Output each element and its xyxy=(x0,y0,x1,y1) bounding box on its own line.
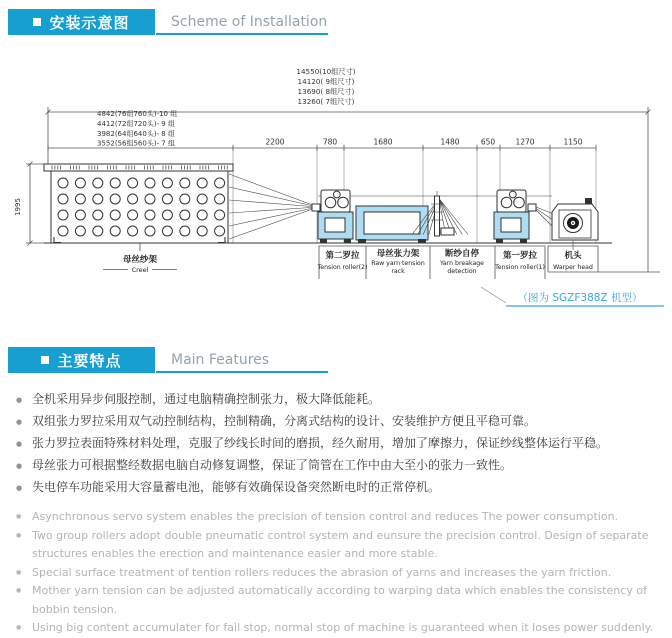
svg-text:机头: 机头 xyxy=(564,251,582,261)
features-title-zh: 主要特点 xyxy=(57,351,122,370)
raw-yarn-tension-rack xyxy=(356,206,428,243)
warper-head xyxy=(552,198,598,250)
feature-item-en: ● Using big content accumulater for fail stop, normal stop of machine is guaranteed when it loses power suddenly. xyxy=(14,619,664,638)
svg-text:780: 780 xyxy=(322,137,338,147)
model-note xyxy=(481,287,664,306)
model-note-text: （图为 SGZF388Z 机型） xyxy=(517,292,643,304)
feature-item-en: ● Special surface treatment of tention rollers reduces the abrasion of yarns and increases the yarn friction. xyxy=(14,564,664,583)
feature-item-zh: ● 失电停车功能采用大容量蓄电池，能够有效确保设备突然断电时的正常停机。 xyxy=(14,476,662,498)
feature-item-en: ● Asynchronous servo system enables the precision of tension control and reduces The power consumption. xyxy=(14,508,664,527)
feature-item-zh: ● 张力罗拉表面特殊材料处理，克服了纱线长时间的磨损，经久耐用，增加了摩擦力，保证纱线整体运行平稳。 xyxy=(14,432,662,454)
yarn-fan-creel xyxy=(229,174,318,239)
dim-total-9: 14120( 9组尺寸) xyxy=(297,77,355,86)
svg-text:第二罗拉: 第二罗拉 xyxy=(325,251,360,261)
feature-item-zh: ● 全机采用异步伺服控制，通过电脑精确控制张力，极大降低能耗。 xyxy=(14,388,662,410)
creel-label xyxy=(103,243,177,274)
svg-text:1150: 1150 xyxy=(563,137,583,147)
feature-item-en: ● Two group rollers adopt double pneumatic control system and eunsure the precision control. Design of separate structures enables the erection and maintenance easier and more stable. xyxy=(14,527,664,564)
feature-item-en: ● Mother yarn tension can be adjusted automatically according to warping data which enables the consistency of bobbin tension. xyxy=(14,582,664,619)
feature-item-zh: ● 双组张力罗拉采用双气动控制结构，控制精确，分离式结构的设计、安装维护方便且平稳可靠。 xyxy=(14,410,662,432)
dimension-ticks xyxy=(48,145,596,151)
svg-text:Tension roller(2): Tension roller(2) xyxy=(317,264,368,271)
tension-roller-1 xyxy=(494,190,556,243)
installation-title-zh: 安装示意图 xyxy=(49,13,130,32)
segment-dimension-line xyxy=(48,138,596,244)
creel-holes xyxy=(58,178,225,236)
breakage-yarn-fan xyxy=(412,199,468,235)
svg-text:4842(76组760头)-10 组: 4842(76组760头)-10 组 xyxy=(97,110,178,118)
yarn-breakage-detection xyxy=(412,191,468,236)
svg-text:Tension roller(1): Tension roller(1) xyxy=(495,264,545,271)
top-dimension xyxy=(46,67,651,272)
creel xyxy=(44,164,233,243)
features-list-zh xyxy=(14,388,662,498)
creel-rail-hatches xyxy=(52,166,227,170)
svg-text:rack: rack xyxy=(391,268,405,275)
installation-header xyxy=(8,9,327,35)
features-header xyxy=(8,347,269,373)
svg-text:4412(72组720头)- 9 组: 4412(72组720头)- 9 组 xyxy=(97,120,175,128)
extension-lines xyxy=(233,152,596,244)
svg-text:detection: detection xyxy=(447,268,477,275)
svg-text:1480: 1480 xyxy=(440,137,460,147)
installation-title-en: Scheme of Installation xyxy=(171,14,328,30)
section-marker-icon xyxy=(41,356,49,364)
svg-text:2200: 2200 xyxy=(265,137,285,147)
svg-text:1680: 1680 xyxy=(373,137,393,147)
installation-header-box xyxy=(8,9,155,35)
svg-text:第一罗拉: 第一罗拉 xyxy=(502,251,538,261)
svg-text:3552(56组560头)- 7 组: 3552(56组560头)- 7 组 xyxy=(97,139,175,148)
svg-text:650: 650 xyxy=(480,137,496,147)
section-marker-icon xyxy=(33,18,41,26)
svg-text:Creel: Creel xyxy=(131,266,149,274)
svg-text:母丝纱架: 母丝纱架 xyxy=(122,255,158,265)
dim-height: 1995 xyxy=(14,198,22,216)
svg-text:3982(64组640头)- 8 组: 3982(64组640头)- 8 组 xyxy=(97,130,175,138)
tension-roller-2 xyxy=(312,190,353,243)
svg-text:Yarn breakage: Yarn breakage xyxy=(440,260,484,267)
creel-width-dimensions xyxy=(97,109,177,148)
dim-total-8: 13690( 8组尺寸) xyxy=(297,87,355,96)
svg-text:Raw yarn tension: Raw yarn tension xyxy=(371,260,425,267)
svg-text:断纱自停: 断纱自停 xyxy=(444,249,480,259)
height-dimension xyxy=(14,162,46,246)
features-header-box xyxy=(8,347,155,373)
features-title-en: Main Features xyxy=(171,352,270,368)
svg-text:母丝张力架: 母丝张力架 xyxy=(376,249,420,259)
feature-item-zh: ● 母丝张力可根据整经数据电脑自动修复调整，保证了筒管在工作中由大至小的张力一致性。 xyxy=(14,454,662,476)
svg-text:1270: 1270 xyxy=(515,137,535,147)
installation-header-rule xyxy=(156,33,328,35)
dim-total-10: 14550(10组尺寸) xyxy=(296,67,356,76)
svg-text:Warper head: Warper head xyxy=(553,264,593,271)
dim-total-7: 13260( 7组尺寸) xyxy=(297,97,355,106)
machine-callouts xyxy=(317,246,660,279)
features-header-rule xyxy=(156,371,328,373)
features-list-en xyxy=(14,508,664,638)
